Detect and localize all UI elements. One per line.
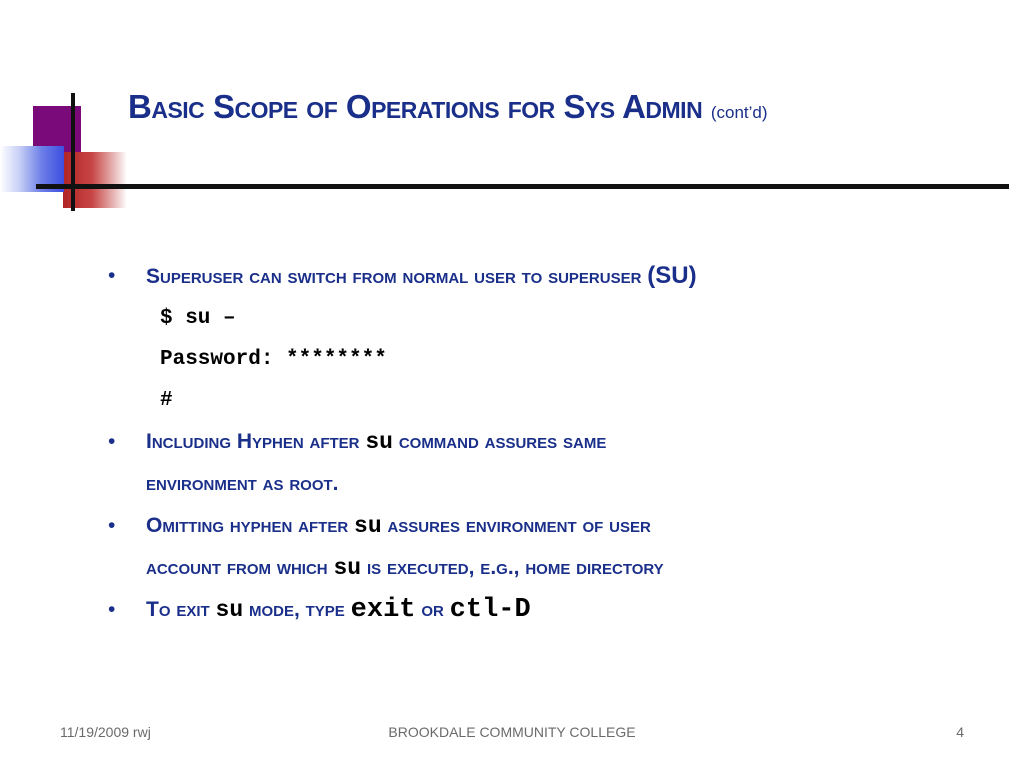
bullet-dot-icon: • xyxy=(108,598,116,621)
inline-code: su xyxy=(354,513,382,539)
bullet-dot-icon: • xyxy=(108,264,116,287)
bullet-line xyxy=(146,547,1008,589)
inline-code: su xyxy=(365,429,393,455)
bullet-line xyxy=(146,505,1008,547)
bullet-text: command assures same xyxy=(398,430,607,453)
bullet-text: is executed, e.g., home directory xyxy=(366,556,664,579)
bullet-dot-icon: • xyxy=(108,430,116,453)
title-main: Basic Scope of Operations for Sys Admin xyxy=(128,88,703,125)
bullet-line xyxy=(146,421,1008,463)
footer-date: 11/19/2009 rwj xyxy=(60,724,151,740)
inline-code: ctl-D xyxy=(449,595,531,625)
bullet-text: account from which xyxy=(146,556,328,579)
code-line: Password: ******** xyxy=(160,348,387,371)
bullet-text: assures environment of user xyxy=(387,514,651,537)
code-line: # xyxy=(160,389,173,412)
inline-code: exit xyxy=(350,595,416,625)
code-block xyxy=(108,298,1008,421)
decor-vertical-line xyxy=(71,93,75,211)
bullet-text: (SU) xyxy=(647,262,697,289)
bullet-dot-icon: • xyxy=(108,514,116,537)
slide-number: 4 xyxy=(956,724,964,740)
title-suffix: (cont’d) xyxy=(710,103,768,122)
bullet-text: Superuser can switch from normal user to superuser xyxy=(146,265,642,288)
bullet-item xyxy=(108,255,1008,298)
bullet-text: Omitting hyphen after xyxy=(146,514,349,537)
bullet-text: mode, type xyxy=(248,598,345,621)
slide-title xyxy=(128,88,768,126)
bullet-item xyxy=(108,505,1008,589)
bullet-text: Including Hyphen after xyxy=(146,430,360,453)
bullet-item xyxy=(108,421,1008,505)
bullet-text: or xyxy=(421,598,444,621)
title-underline xyxy=(36,184,1009,189)
inline-code: su xyxy=(215,597,244,623)
bullet-item xyxy=(108,589,1008,631)
bullet-text: environment as root. xyxy=(146,472,339,495)
inline-code: su xyxy=(333,555,362,581)
bullet-list xyxy=(108,255,1008,631)
bullet-text: To exit xyxy=(146,598,210,621)
code-line: $ su – xyxy=(160,307,236,330)
footer-college: BROOKDALE COMMUNITY COLLEGE xyxy=(388,724,636,740)
